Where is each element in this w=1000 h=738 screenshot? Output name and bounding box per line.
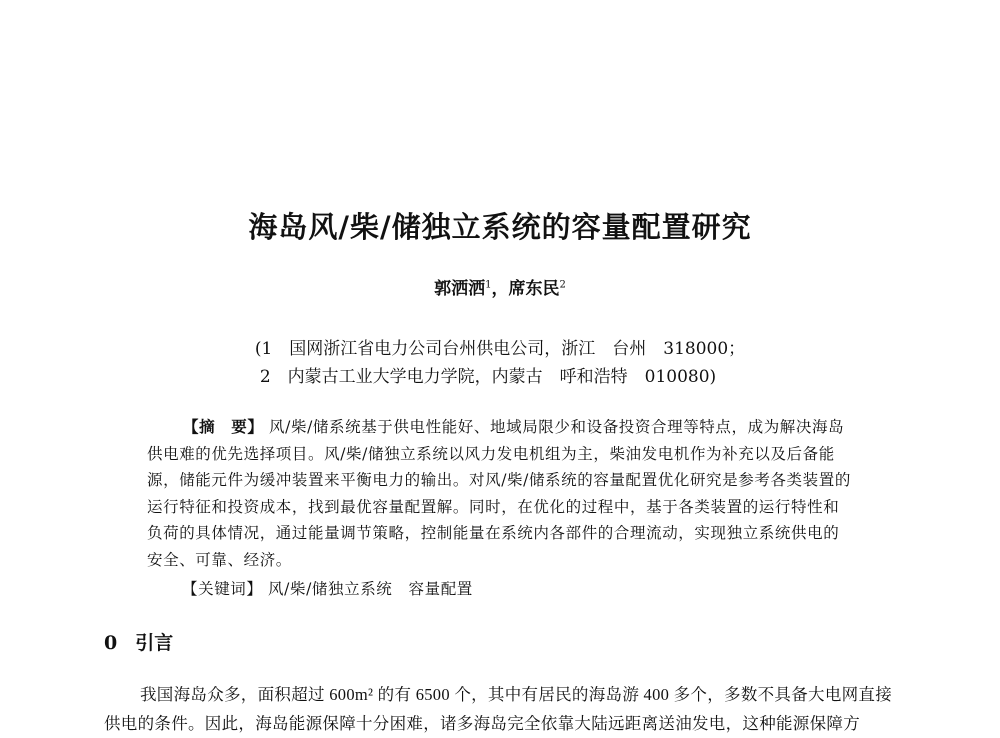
section-title: 引言 xyxy=(135,632,174,654)
keywords xyxy=(182,577,473,599)
body-paragraph xyxy=(104,680,894,738)
keywords-label: 【关键词】 xyxy=(182,580,263,598)
body-text: 我国海岛众多，面积超过 600m² 的有 6500 个，其中有居民的海岛游 400 多个，多数不具备大电网直接供电的条件。因此，海岛能源保障十分困难，诸多海岛完全依靠大陆远距离送油发电，这种能源保障方 xyxy=(104,685,893,733)
affiliation-line: 2 内蒙古工业大学电力学院，内蒙古 呼和浩特 010080) xyxy=(259,367,717,387)
author-name: 席东民 xyxy=(508,279,560,299)
section-number: 0 xyxy=(104,632,118,654)
abstract-label: 【摘 要】 xyxy=(183,417,264,436)
paper-title: 海岛风/柴/储独立系统的容量配置研究 xyxy=(248,210,752,244)
abstract-text: 风/柴/储系统基于供电性能好、地域局限少和设备投资合理等特点，成为解决海岛供电难的优先选择项目。风/柴/储独立系统以风力发电机组为主，柴油发电机作为补充以及后备能源，储能元件为缓冲装置来平衡电力的输出。对风/柴/储系统的容量配置优化研究是参考各类装置的运行特征和投资成本，找到最优容量配置解。同时，在优化的过程中，基于各类装置的运行特性和负荷的具体情况，通过能量调节策略，控制能量在系统内各部件的合理流动，实现独立系统供电的安全、可靠、经济。 xyxy=(147,418,851,569)
author-line xyxy=(0,274,1000,299)
author-affiliation-mark: 1 xyxy=(485,279,492,291)
author-affiliation-mark: 2 xyxy=(559,279,566,291)
author-separator: ， xyxy=(491,279,509,299)
keywords-text: 风/柴/储独立系统 容量配置 xyxy=(268,580,473,598)
author-name: 郭洒洒 xyxy=(434,279,486,299)
abstract xyxy=(147,414,853,573)
affiliation-line: (1 国网浙江省电力公司台州供电公司，浙江 台州 318000； xyxy=(254,339,746,359)
section-heading xyxy=(104,628,173,655)
